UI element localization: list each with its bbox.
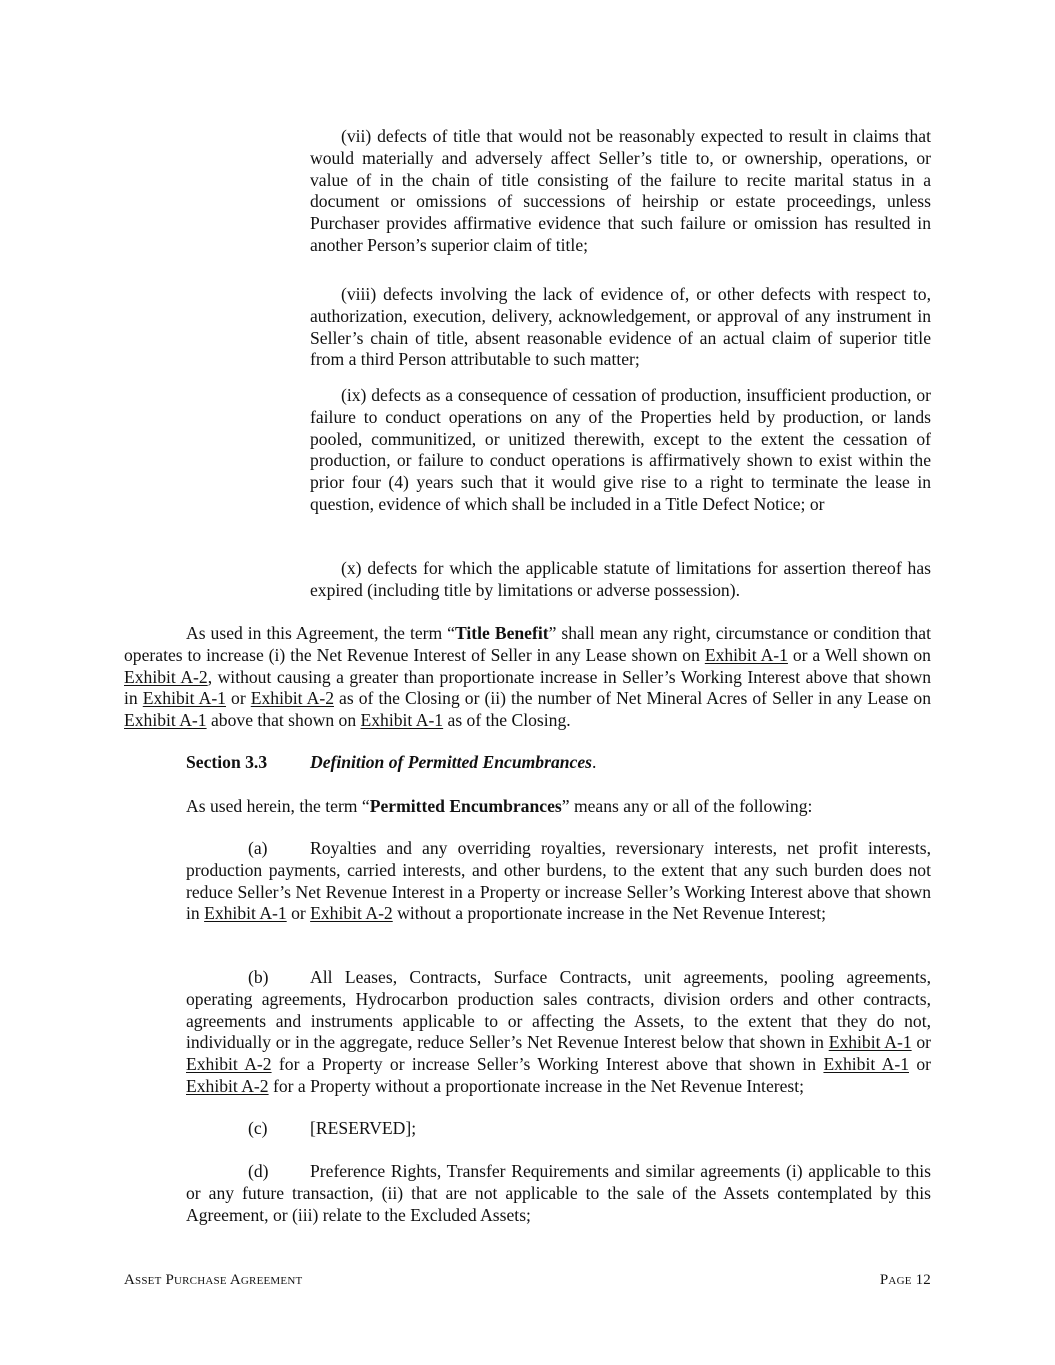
exhibit-a2-reference[interactable]: Exhibit A-2 bbox=[186, 1075, 269, 1096]
exhibit-a2-reference[interactable]: Exhibit A-2 bbox=[250, 688, 334, 709]
text-run: Preference Rights, Transfer Requirements and similar agreements (i) applicable to this or any future transaction, (ii) that are not applicable to the sale of the Assets contemplated by this Agreement, or (iii) relate to the Excluded Assets; bbox=[186, 1161, 931, 1225]
exhibit-a1-reference[interactable]: Exhibit A-1 bbox=[704, 644, 788, 665]
item-c bbox=[186, 1118, 931, 1140]
item-d bbox=[186, 1161, 931, 1226]
clause-ix: (ix) defects as a consequence of cessation of production, insufficient production, or failure to conduct operations on any of the Properties held by production, or lands pooled, communitized, or unitized therewith, except to the extent the cessation of production, or failure to conduct operations is affirmatively shown to exist within the prior four (4) years such that it would give rise to a right to terminate the lease in question, evidence of which shall be included in a Title Defect Notice; or bbox=[310, 385, 931, 514]
text-run: As used herein, the term “ bbox=[186, 796, 370, 816]
exhibit-a1-reference[interactable]: Exhibit A-1 bbox=[828, 1032, 912, 1053]
text-run: or a Well shown on bbox=[787, 644, 931, 665]
footer-page-number: Page 12 bbox=[879, 1272, 931, 1288]
section-title: Definition of Permitted Encumbrances bbox=[310, 752, 592, 772]
item-label: (a) bbox=[248, 838, 268, 858]
text-run: or bbox=[911, 1032, 931, 1053]
exhibit-a1-reference[interactable]: Exhibit A-1 bbox=[204, 903, 287, 924]
text-run: As used in this Agreement, the term “ bbox=[186, 623, 455, 643]
text-run: or bbox=[909, 1054, 932, 1075]
exhibit-a1-reference[interactable]: Exhibit A-1 bbox=[124, 710, 207, 731]
text-run: for a Property or increase Seller’s Working Interest above that shown in bbox=[271, 1054, 824, 1075]
text-run: for a Property without a proportionate increase in the Net Revenue Interest; bbox=[268, 1075, 805, 1096]
exhibit-a2-reference[interactable]: Exhibit A-2 bbox=[124, 666, 208, 687]
text-run: above that shown on bbox=[206, 710, 361, 731]
text-run: without a proportionate increase in the Net Revenue Interest; bbox=[392, 903, 827, 924]
text-run: All Leases, Contracts, Surface Contracts, unit agreements, pooling agreements, operating agreements, Hydrocarbon production sales contracts, division orders and other contracts, agreements and instruments applicable to or affecting the Assets, to the extent that they do not, individually or in the aggregate, reduce Seller’s Net Revenue Interest below that shown in bbox=[186, 967, 931, 1053]
clause-x: (x) defects for which the applicable statute of limitations for assertion thereof has expired (including title by limitations or adverse possession). bbox=[310, 558, 931, 600]
permitted-encumbrances-intro bbox=[186, 796, 931, 818]
text-run: , without causing a greater than proportionate increase in Seller’s Working Interest above that shown in bbox=[124, 666, 931, 709]
section-heading bbox=[186, 752, 596, 774]
footer-document-title: Asset Purchase Agreement bbox=[124, 1272, 303, 1288]
defined-term-title-benefit: Title Benefit bbox=[454, 623, 549, 643]
clause-viii: (viii) defects involving the lack of evidence of, or other defects with respect to, authorization, execution, delivery, acknowledgement, or approval of any instrument in Seller’s chain of title, absent reasonable evidence of an actual claim of superior title from a third Person attributable to such matter; bbox=[310, 284, 931, 370]
text-run: or bbox=[286, 903, 311, 924]
text-run: ” shall mean any right, circumstance or condition that operates to increase (i) the Net Revenue Interest of Seller in any Lease shown on bbox=[124, 623, 931, 665]
section-title-period: . bbox=[592, 752, 597, 772]
defined-term-permitted-encumbrances: Permitted Encumbrances bbox=[369, 796, 562, 816]
text-run: ” means any or all of the following: bbox=[561, 796, 813, 816]
title-benefit-paragraph bbox=[124, 623, 931, 732]
exhibit-a1-reference[interactable]: Exhibit A-1 bbox=[360, 710, 444, 731]
text-run: Royalties and any overriding royalties, reversionary interests, net profit interests, production payments, carried interests, and other burdens, to the extent that any such burden does not reduce Seller’s Net Revenue Interest in a Property or increase Seller’s Working Interest above that shown in bbox=[186, 838, 931, 924]
exhibit-a2-reference[interactable]: Exhibit A-2 bbox=[186, 1054, 272, 1075]
item-a bbox=[186, 838, 931, 925]
exhibit-a1-reference[interactable]: Exhibit A-1 bbox=[823, 1054, 909, 1075]
item-label: (d) bbox=[248, 1161, 269, 1181]
section-number: Section 3.3 bbox=[186, 752, 268, 772]
exhibit-a1-reference[interactable]: Exhibit A-1 bbox=[142, 688, 226, 709]
clause-vii: (vii) defects of title that would not be reasonably expected to result in claims that would materially and adversely affect Seller’s title to, or ownership, operations, or value of in the chain of title consisting of the failure to recite marital status in a document or omissions of successions of heirship or estate proceedings, unless Purchaser provides affirmative evidence that such failure or omission has resulted in another Person’s superior claim of title; bbox=[310, 126, 931, 255]
item-label: (c) bbox=[248, 1118, 268, 1138]
item-label: (b) bbox=[248, 967, 269, 987]
text-run: as of the Closing or (ii) the number of Net Mineral Acres of Seller in any Lease on bbox=[334, 688, 932, 709]
text-run: as of the Closing. bbox=[443, 710, 571, 731]
text-run: or bbox=[225, 688, 251, 709]
text-run: [RESERVED]; bbox=[310, 1118, 417, 1138]
item-b bbox=[186, 967, 931, 1098]
exhibit-a2-reference[interactable]: Exhibit A-2 bbox=[310, 903, 393, 924]
